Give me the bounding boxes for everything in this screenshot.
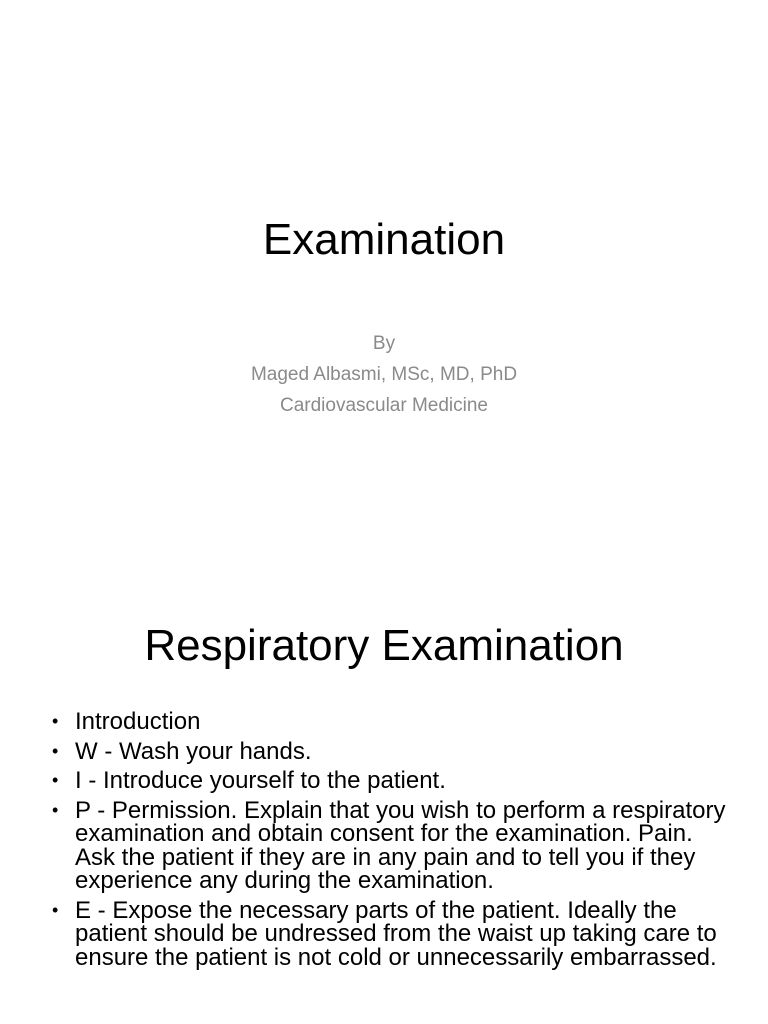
bullet-icon: • xyxy=(52,770,59,790)
list-item-text: P - Permission. Explain that you wish to perform a respiratory examination and obtain consent for the examination. Pain. Ask the patient if they are in any pain and to tell you if they experience any during the examination. xyxy=(75,796,726,894)
list-item-text: W - Wash your hands. xyxy=(75,737,312,765)
bullet-icon: • xyxy=(52,711,59,731)
page-title: Examination xyxy=(262,215,506,264)
bullet-list xyxy=(52,710,732,975)
list-item-text: Introduction xyxy=(75,708,201,735)
bullet-icon: • xyxy=(52,899,59,920)
by-label: By xyxy=(372,333,396,354)
slide-heading: Respiratory Examination xyxy=(144,621,624,670)
list-item xyxy=(52,896,732,971)
list-item xyxy=(52,769,732,793)
author-department: Cardiovascular Medicine xyxy=(279,395,489,416)
list-item-text: E - Expose the necessary parts of the patient. Ideally the patient should be undressed from the waist up taking care to ensure the patient is not cold or unnecessarily embarrassed. xyxy=(75,896,717,971)
list-item xyxy=(52,710,732,734)
respiratory-slide xyxy=(0,576,768,1024)
author-name: Maged Albasmi, MSc, MD, PhD xyxy=(250,364,518,385)
bullet-icon: • xyxy=(52,740,59,761)
list-item xyxy=(52,796,732,894)
author-block xyxy=(0,328,768,421)
list-item xyxy=(52,737,732,765)
bullet-icon: • xyxy=(52,799,59,820)
list-item-text: I - Introduce yourself to the patient. xyxy=(75,767,446,794)
